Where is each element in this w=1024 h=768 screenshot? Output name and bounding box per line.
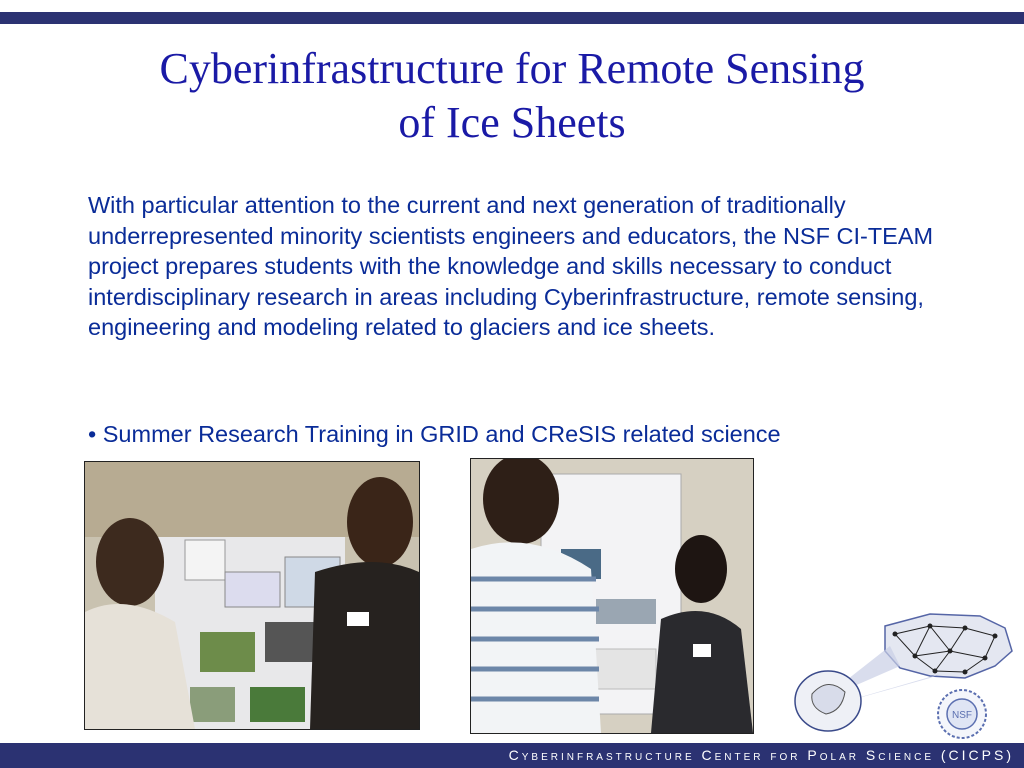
bullet-summer-research: • Summer Research Training in GRID and CReSIS related science [88,421,781,447]
cicps-network-logo [790,606,1020,746]
slide-title [0,42,1024,150]
footer-org-name: Cyberinfrastructure Center for Polar Science (CICPS) [508,747,1014,763]
slide-title-line-2: of Ice Sheets [398,98,626,147]
nsf-badge-text: NSF [952,710,972,721]
footer-bar [0,743,1024,768]
slide-title-line-1: Cyberinfrastructure for Remote Sensing [159,44,865,93]
top-banner-bar [0,12,1024,24]
description-paragraph: With particular attention to the current and next generation of traditionally underrepresented minority scientists engineers and educators, the NSF CI-TEAM project prepares students with the knowledge and skills necessary to conduct interdisciplinary research in areas including Cyberinfrastructure, remote sensing, engineering and modeling related to glaciers and ice sheets. [88,192,934,341]
photo-students-at-poster [84,461,420,730]
photo-poster-discussion [470,458,754,734]
